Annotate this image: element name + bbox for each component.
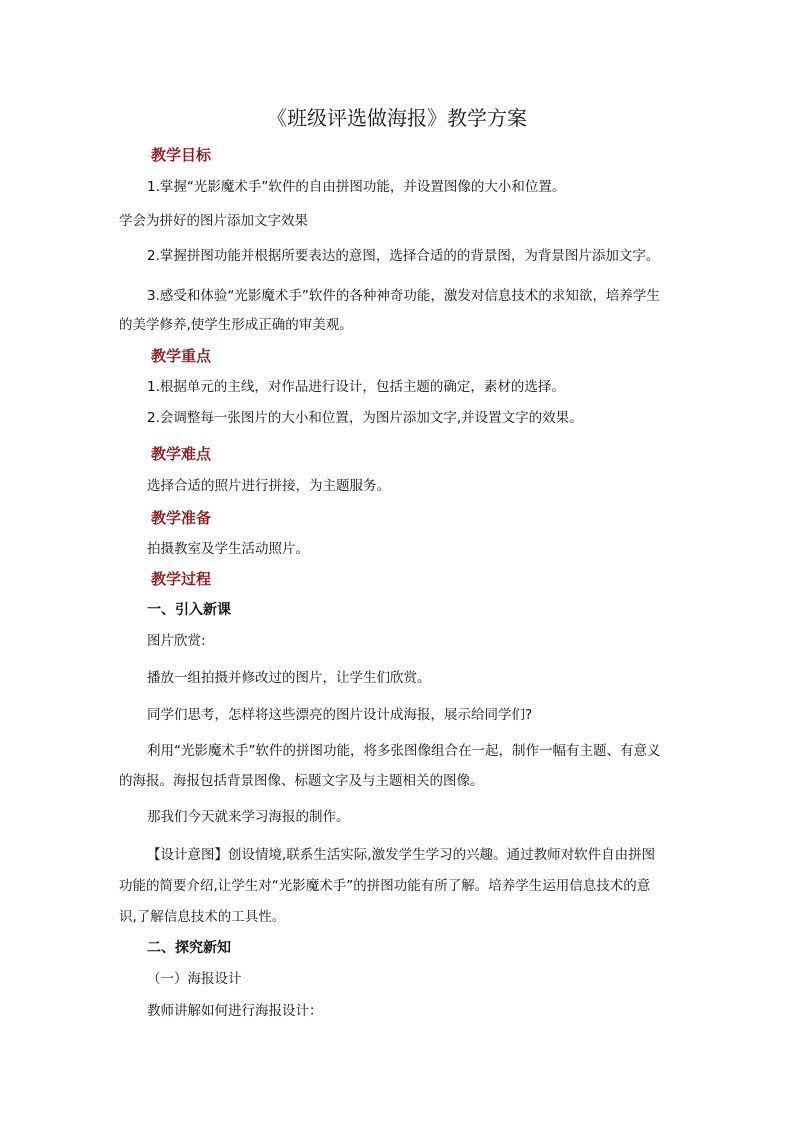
design-intent-line-3: 识,了解信息技术的工具性。 [119,909,286,925]
document-title: 《班级评选做海报》教学方案 [267,106,527,130]
design-intent-line-2: 功能的简要介绍,让学生对“光影魔术手”的拼图功能有所了解。培养学生运用信息技术的意 [119,878,651,894]
subheading-explore: 二、探究新知 [147,940,231,956]
objective-line-4: 3.感受和体验“光影魔术手”软件的各种神奇功能，激发对信息技术的求知欲，培养学生 [147,288,660,304]
design-intent-line-1: 【设计意图】创设情境,联系生活实际,激发学生学习的兴趣。通过教师对软件自由拼图 [147,847,656,863]
intro-line-1: 图片欣赏: [147,633,206,649]
intro-line-6: 那我们今天就来学习海报的制作。 [147,809,350,825]
explore-line-1: （一）海报设计 [147,971,242,987]
preparation-line-1: 拍摄教室及学生活动照片。 [147,541,309,557]
difficulty-line-1: 选择合适的照片进行拼接，为主题服务。 [147,478,390,494]
subheading-intro: 一、引入新课 [147,602,231,618]
explore-line-2: 教师讲解如何进行海报设计： [147,1003,323,1019]
objective-line-3: 2.掌握拼图功能并根据所要表达的意图，选择合适的的背景图，为背景图片添加文字。 [147,248,660,264]
intro-line-5: 的海报。海报包括背景图像、标题文字及与主题相关的图像。 [119,773,484,789]
objective-line-2: 学会为拼好的图片添加文字效果 [119,213,308,229]
heading-difficulties: 教学难点 [151,445,212,463]
key-point-line-2: 2.会调整每一张图片的大小和位置，为图片添加文字,并设置文字的效果。 [147,410,583,426]
intro-line-4: 利用“光影魔术手”软件的拼图功能，将多张图像组合在一起，制作一幅有主题、有意义 [147,743,661,759]
objective-line-1: 1.掌握“光影魔术手”软件的自由拼图功能，并设置图像的大小和位置。 [147,179,566,195]
intro-line-3: 同学们思考，怎样将这些漂亮的图片设计成海报，展示给同学们? [147,707,533,723]
key-point-line-1: 1.根据单元的主线，对作品进行设计，包括主题的确定，素材的选择。 [147,379,565,395]
objective-line-5: 的美学修养,使学生形成正确的审美观。 [119,317,353,333]
heading-process: 教学过程 [151,570,212,588]
heading-key-points: 教学重点 [151,347,212,365]
heading-preparation: 教学准备 [151,509,212,527]
intro-line-2: 播放一组拍摄并修改过的图片，让学生们欣赏。 [147,670,431,686]
heading-objectives: 教学目标 [151,146,212,164]
